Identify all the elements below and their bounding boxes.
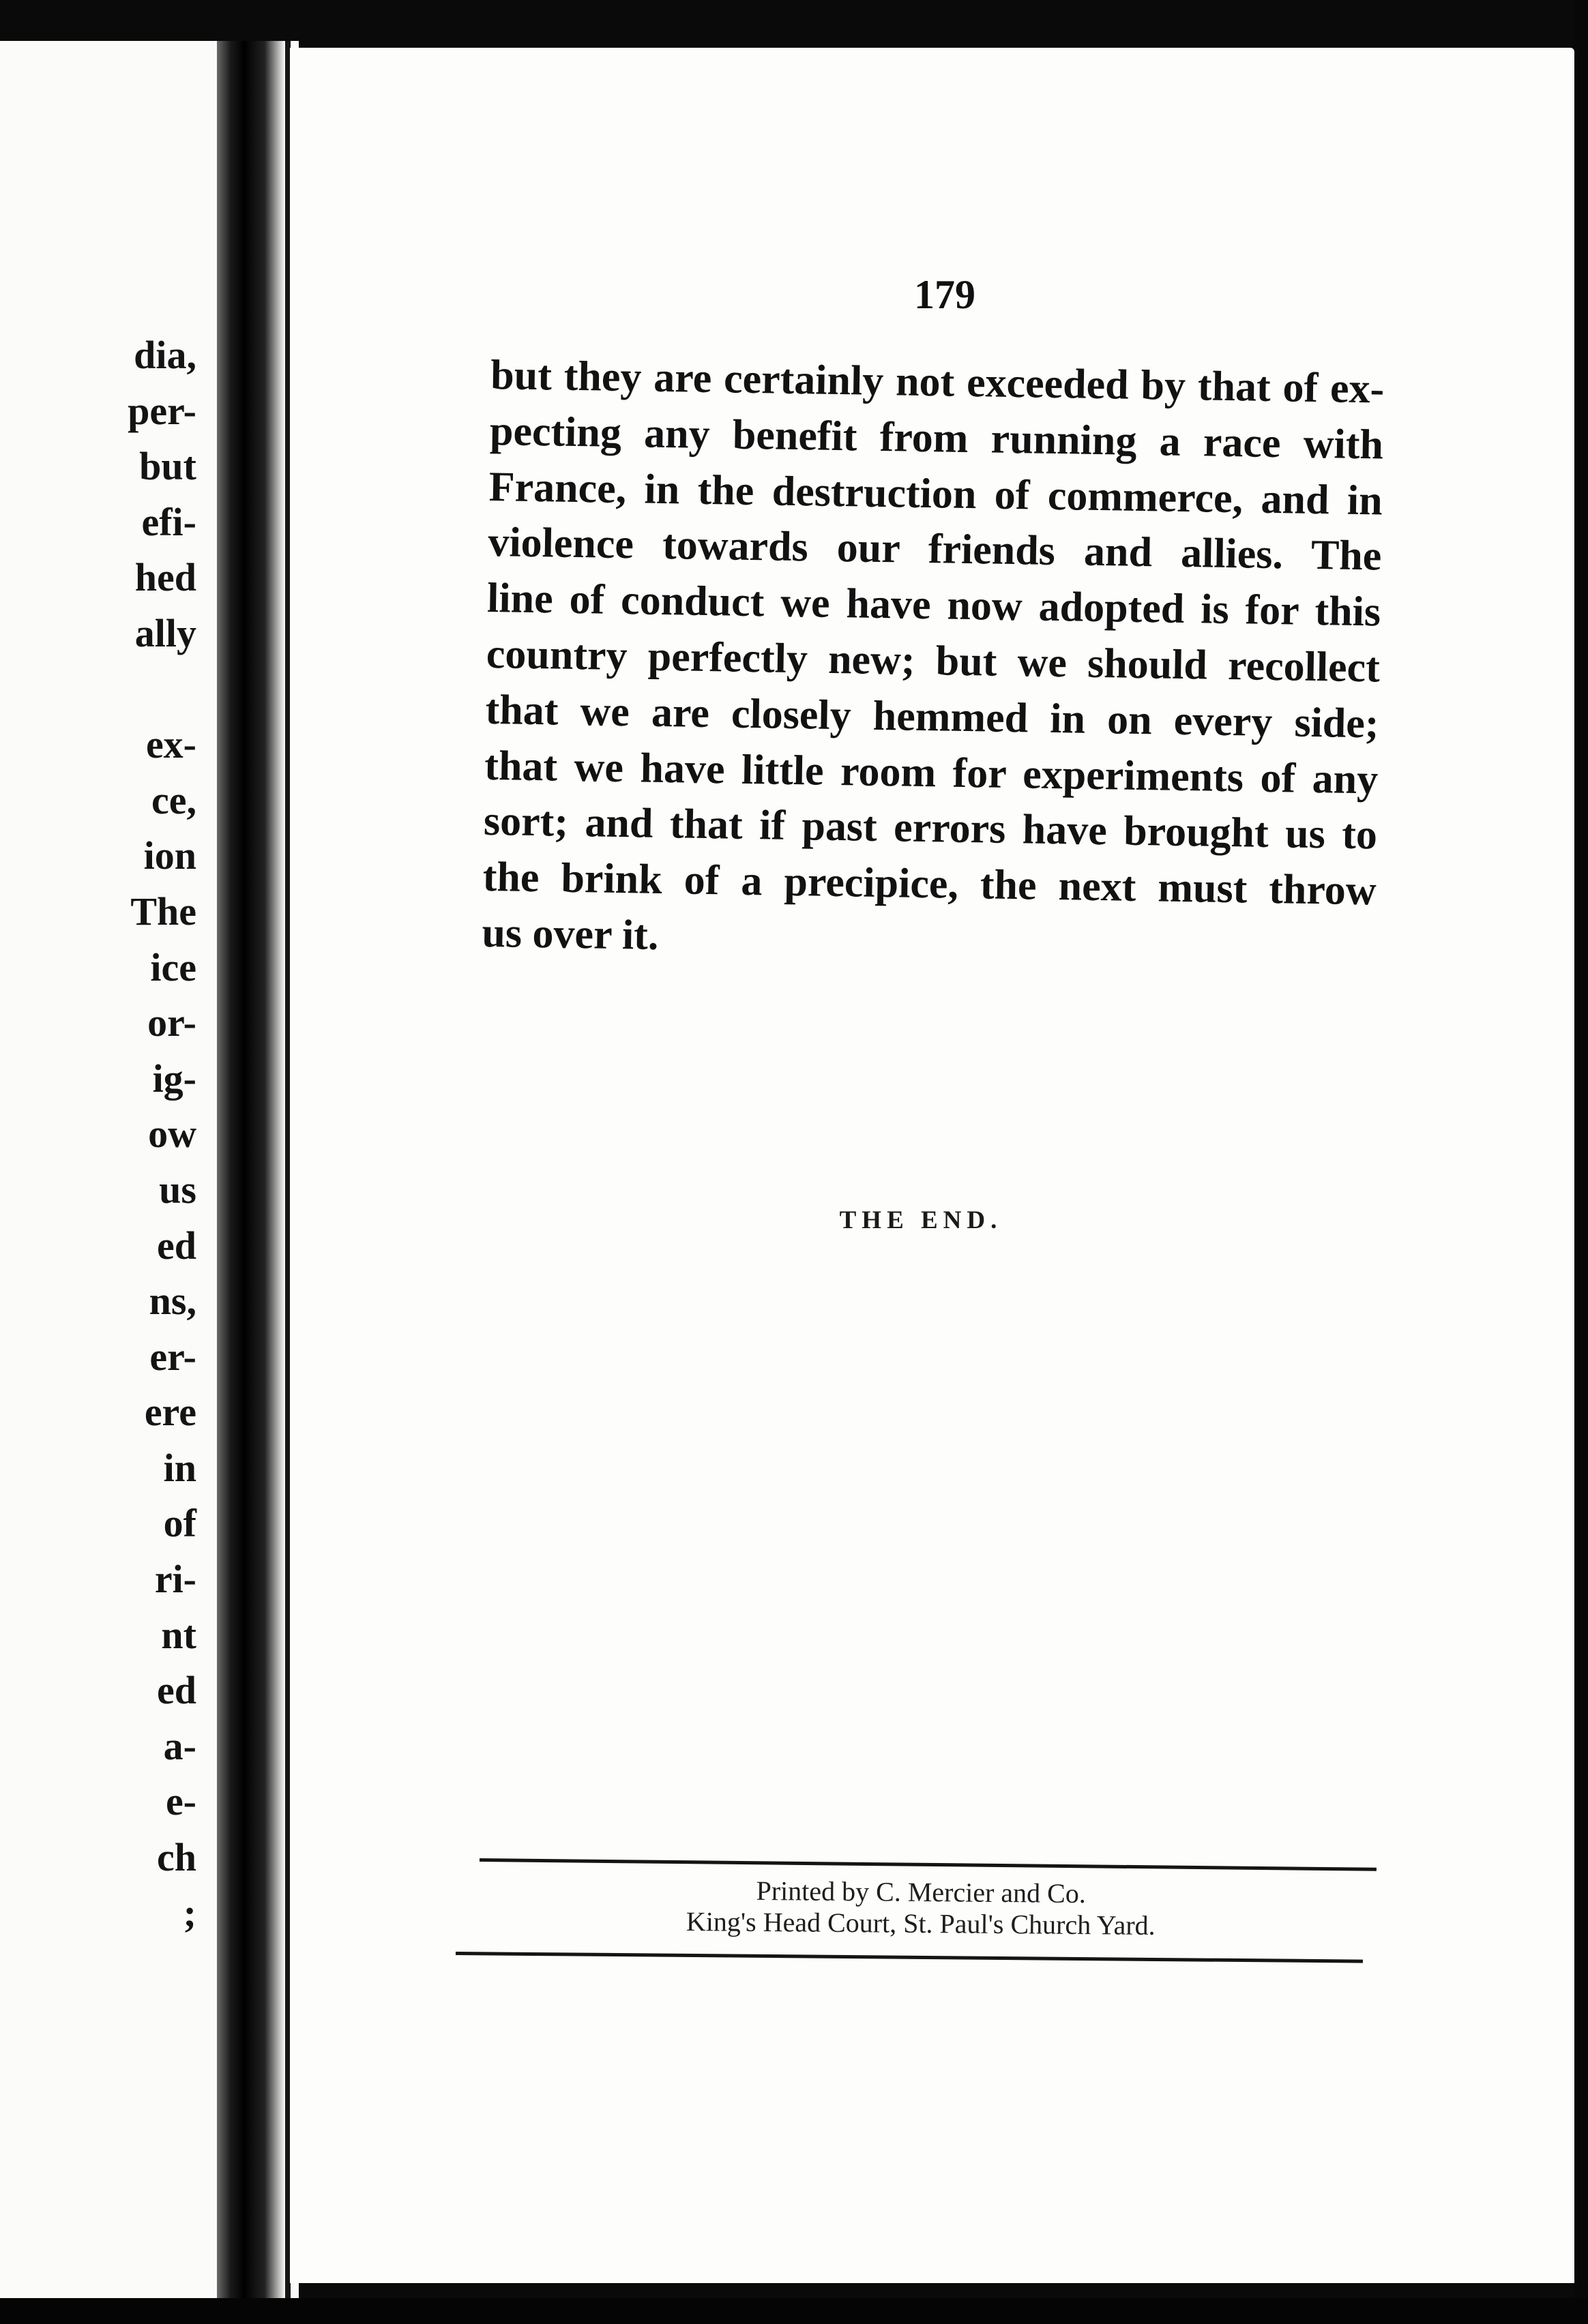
left-fragment-line: of [163,1501,196,1546]
left-fragment-line: hed [134,555,196,600]
left-fragment-line: in [163,1445,196,1490]
scan-bottom-border [0,2298,1588,2324]
imprint-line-printer: Printed by C. Mercier and Co. [756,1875,1087,1909]
body-text-line: the brink of a precipice, the next must throw [482,854,1377,914]
left-fragment-line: ion [143,833,196,878]
left-fragment-line: ch [157,1835,196,1880]
left-fragment-line: but [139,444,196,489]
left-fragment-line: ex- [145,722,196,767]
left-fragment-line: ow [148,1112,196,1157]
left-fragment-line: ed [157,1223,196,1268]
left-fragment-line: ally [134,610,196,655]
left-fragment-line: ce, [151,777,196,822]
left-fragment-line: ri- [154,1557,196,1602]
body-text-line: sort; and that if past errors have brought us to [483,798,1378,859]
body-text-line: us over it. [481,909,659,959]
left-fragment-line: The [130,889,196,934]
left-fragment-line: er- [149,1334,196,1379]
left-fragment-line: ns, [149,1279,196,1324]
body-text-line: violence towards our friends and allies. The [487,519,1382,580]
left-facing-page [0,41,217,2298]
left-fragment-line: ed [157,1668,196,1713]
left-fragment-line: e- [165,1779,196,1824]
left-fragment-line: a- [163,1723,196,1768]
left-fragment-line: or- [147,1000,196,1045]
body-text-line: France, in the destruction of commerce, and in [488,463,1383,524]
body-text-line: pecting any benefit from running a race with [489,407,1384,468]
page-number: 179 [914,272,975,317]
left-page-text-fragments [128,327,196,1941]
body-text-line: that we are closely hemmed in on every side; [485,686,1380,747]
left-fragment-line: per- [128,388,196,433]
imprint-line-address: King's Head Court, St. Paul's Church Yard. [686,1905,1156,1941]
left-fragment-line: ice [150,944,196,989]
the-end-heading: THE END. [839,1206,1003,1234]
scan-right-border [1574,0,1588,2324]
left-fragment-line [128,661,196,717]
body-text-line: country perfectly new; but we should recollect [486,630,1381,691]
body-text-line: that we have little room for experiments of any [484,742,1379,803]
left-fragment-line: ig- [152,1056,196,1101]
body-paragraph [482,348,1385,975]
body-text-line: line of conduct we have now adopted is for this [486,575,1381,636]
left-fragment-line: efi- [141,499,196,544]
left-fragment-line: dia, [134,333,196,377]
left-fragment-line: ; [183,1890,196,1935]
left-fragment-line: us [159,1167,196,1212]
left-fragment-line: ere [144,1390,196,1435]
body-text-line: but they are certainly not exceeded by that of ex- [490,351,1385,413]
left-fragment-line: nt [161,1612,196,1657]
printer-imprint [580,1874,1263,1943]
